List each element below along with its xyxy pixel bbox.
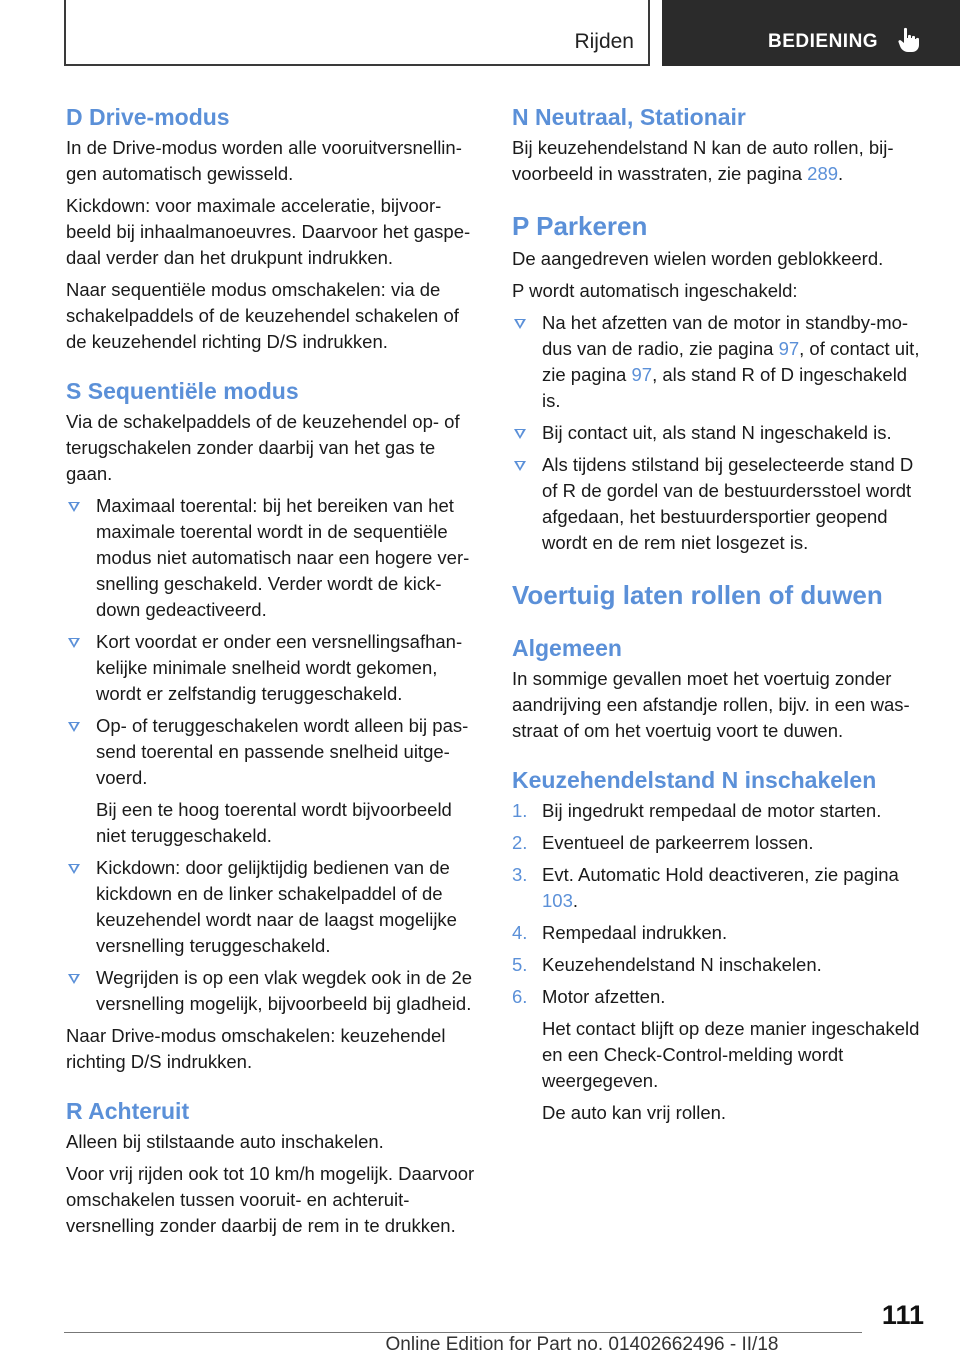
list-item-text: Wegrijden is op een vlak wegdek ook in de 2e versnelling mogelijk, bijvoorbeeld bij gladheid. [96, 967, 473, 1014]
paragraph: P wordt automatisch ingeschakeld: [512, 280, 798, 301]
paragraph: Via de schakelpaddels of de keuzehendel op- of terugschakelen zonder daarbij van het gas te gaan. [66, 411, 460, 484]
list-item [512, 830, 930, 856]
list-item-text: Evt. Automatic Hold deactiveren, zie pagina [542, 864, 899, 885]
heading-general: Algemeen [512, 635, 622, 661]
paragraph [512, 135, 930, 187]
list-item-text: Rempedaal indrukken. [542, 922, 728, 943]
list-item [512, 952, 930, 978]
triangle-bullet-icon [68, 502, 80, 512]
step-number: 6. [512, 986, 528, 1007]
list-item-text: , of contact uit, zie pagina [542, 338, 920, 385]
triangle-bullet-icon [68, 864, 80, 874]
page-link-97[interactable]: 97 [778, 338, 800, 359]
heading-s-sequential: S Sequentiële modus [66, 378, 299, 404]
list-item-text: Kort voordat er onder een versnellingsafhankelijke minimale snelheid wordt gekomen, wordt er zelfstandig teruggeschakeld. [96, 631, 463, 704]
list-item [512, 452, 930, 556]
list-item-subtext: Bij een te hoog toerental wordt bijvoorbeeld niet teruggeschakeld. [96, 799, 452, 846]
page-number: 111 [881, 1300, 924, 1330]
bullet-list [66, 855, 478, 1017]
list-item-text: Na het afzetten van de motor in standby-modus van de radio, zie pagina [542, 312, 909, 359]
triangle-bullet-icon [514, 429, 526, 439]
chapter-tab[interactable] [662, 0, 960, 66]
section-title: Rijden [574, 30, 634, 53]
triangle-bullet-icon [68, 974, 80, 984]
list-item-text: Eventueel de parkeerrem lossen. [542, 832, 814, 853]
page-link-103[interactable]: 103 [542, 890, 573, 911]
list-item-text: Maximaal toerental: bij het bereiken van het maximale toerental wordt in de sequentiële modus niet automatisch naar een hogere versnelling geschakeld. Verder wordt de kickdown gedeactiveerd. [96, 495, 470, 620]
list-item-text: Kickdown: door gelijktijdig bedienen van de kickdown en de linker schakelpaddel of de keuzehendel wordt naar de laagst mogelijke versnelling teruggeschakeld. [96, 857, 457, 956]
paragraph: Alleen bij stilstaande auto inschakelen. [66, 1131, 384, 1152]
triangle-bullet-icon [514, 461, 526, 471]
header-frame [64, 0, 650, 66]
step-number: 2. [512, 832, 528, 853]
heading-r-reverse: R Achteruit [66, 1098, 190, 1124]
chapter-title: BEDIENING [768, 31, 879, 52]
paragraph: Naar Drive-modus omschakelen: keuzehendel richting D/S indrukken. [66, 1025, 446, 1072]
list-item [66, 855, 478, 959]
list-item-text: Bij ingedrukt rempedaal de motor starten. [542, 800, 882, 821]
list-item-text: Op- of teruggeschakelen wordt alleen bij passend toerental en passende snelheid uitgevoerd. [96, 715, 469, 788]
heading-d-drive: D Drive-modus [66, 104, 230, 130]
numbered-list [512, 798, 930, 1010]
paragraph: Naar sequentiële modus omschakelen: via de schakelpaddels of de keuzehendel schakelen of de keuzehendel richting D/S indrukken. [66, 279, 459, 352]
list-item-text: Als tijdens stilstand bij geselecteerde stand D of R de gordel van de bestuurdersstoel wordt afgedaan, het bestuurdersportier geopend wordt en de rem niet losgezet is. [542, 454, 914, 553]
step-number: 1. [512, 800, 528, 821]
heading-selector-neutral: Keuzehendelstand N inschakelen [512, 767, 877, 793]
triangle-bullet-icon [68, 638, 80, 648]
paragraph: Kickdown: voor maximale acceleratie, bijvoorbeeld bij inhaalmanoeuvres. Daarvoor het gaspedaal verder dan het drukpunt indrukken. [66, 195, 471, 268]
heading-n-neutral: N Neutraal, Stationair [512, 104, 746, 130]
step-number: 3. [512, 864, 528, 885]
page-link-289[interactable]: 289 [807, 163, 839, 184]
list-item [512, 798, 930, 824]
list-item [66, 629, 478, 707]
paragraph: Voor vrij rijden ook tot 10 km/h mogelijk. Daarvoor omschakelen tussen vooruit- en achteruitversnelling zonder daarbij de rem in te drukken. [66, 1163, 475, 1236]
list-item [66, 493, 478, 623]
edition-info: Online Edition for Part no. 01402662496 - II/18 [385, 1334, 779, 1355]
bullet-list [512, 310, 930, 556]
paragraph-text: . [838, 163, 844, 184]
page-link-97[interactable]: 97 [631, 364, 653, 385]
pointing-hand-icon [898, 27, 920, 53]
list-item [66, 965, 478, 1017]
list-item-text: Bij contact uit, als stand N ingeschakeld is. [542, 422, 892, 443]
list-item [512, 862, 930, 914]
list-item [512, 310, 930, 414]
list-item-text: Motor afzetten. [542, 986, 666, 1007]
paragraph: In de Drive-modus worden alle vooruitversnellingen automatisch gewisseld. [66, 137, 462, 184]
list-item [512, 920, 930, 946]
list-item [512, 420, 930, 446]
paragraph: In sommige gevallen moet het voertuig zonder aandrijving een afstandje rollen, bijv. in een wasstraat of om het voertuig voort te duwen. [512, 668, 910, 741]
paragraph-text: Bij keuzehendelstand N kan de auto rollen, bijvoorbeeld in wasstraten, zie pagina [512, 137, 894, 184]
list-item [512, 984, 930, 1010]
footer-divider [64, 1332, 862, 1333]
heading-vehicle-rolling: Voertuig laten rollen of duwen [512, 580, 883, 610]
step-subtext: Het contact blijft op deze manier ingeschakeld en een Check-Control-melding wordt weergegeven. [542, 1018, 920, 1091]
triangle-bullet-icon [68, 722, 80, 732]
list-item-text: . [572, 890, 579, 911]
right-column [512, 102, 930, 1132]
step-number: 4. [512, 922, 528, 943]
step-number: 5. [512, 954, 528, 975]
paragraph: De aangedreven wielen worden geblokkeerd. [512, 248, 884, 269]
heading-p-park: P Parkeren [512, 211, 648, 241]
list-item [66, 713, 478, 791]
left-column [66, 102, 478, 1245]
step-subtext: De auto kan vrij rollen. [542, 1102, 727, 1123]
list-item-text: Keuzehendelstand N inschakelen. [542, 954, 822, 975]
list-item-text: , als stand R of D ingeschakeld is. [542, 364, 908, 411]
bullet-list [66, 493, 478, 791]
triangle-bullet-icon [514, 319, 526, 329]
